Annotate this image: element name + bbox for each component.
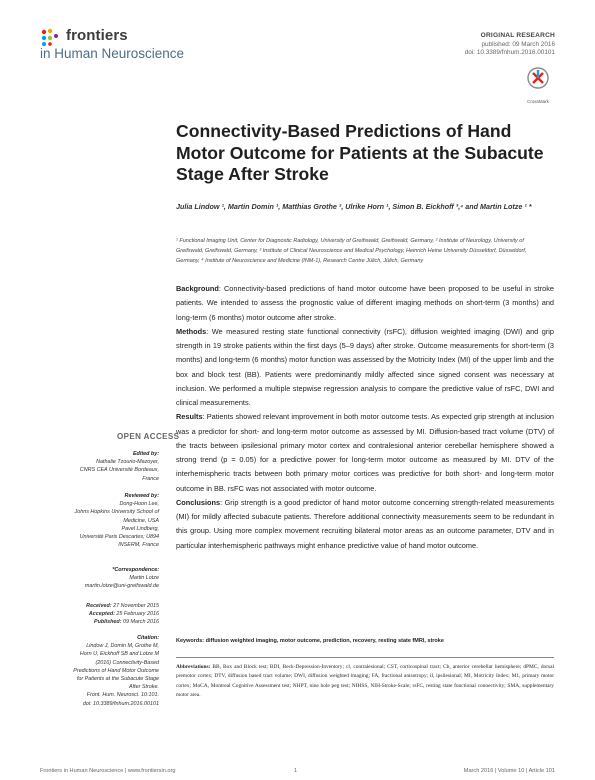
editor-line: France (142, 475, 159, 482)
results-heading: Results (176, 412, 203, 422)
correspondence-name: Martin Lotze (129, 575, 159, 582)
citation-line: Predictions of Hand Motor Outcome (73, 667, 159, 674)
citation-line: for Patients at the Subacute Stage (76, 676, 159, 683)
article-title: Connectivity-Based Predictions of Hand Motor Outcome for Patients at the Subacute Stage After Stroke (176, 121, 544, 184)
reviewer-line: Dong-Hoon Lee, (119, 501, 159, 508)
methods-heading: Methods (176, 326, 207, 336)
citation-block (20, 634, 159, 708)
abstract-results (176, 410, 554, 496)
accepted-label: Accepted: (88, 611, 115, 618)
footer-issue: March 2016 | Volume 10 | Article 101 (463, 768, 555, 774)
keywords: Keywords: diffusion weighted imaging, motor outcome, prediction, recovery, resting state fMRI, stroke (176, 638, 444, 644)
edited-by-block (20, 450, 159, 483)
methods-text: : We measured resting state functional connectivity (rsFC), diffusion weighted imaging (DWI) and grip strength in 19 stroke patients within the first days (5–9 days) after stroke. Outcome measurements for short-term (3 months) and long-term (6 months) motor function was assessed by the Motricity Index (MI) of the upper limb and the box and block test (BB). Patients were predominantly mildly affected since signed consent was necessary at inclusion. We performed a multiple stepwise regression analysis to compare the predictive value of rsFC, DWI and clinical measurements. (176, 326, 554, 407)
editor-line: Nathalie Tzourio-Mazoyer, (96, 459, 159, 466)
open-access-label: OPEN ACCESS (117, 432, 180, 441)
background-heading: Background (176, 284, 219, 293)
correspondence-email[interactable]: martin.lotze@uni-greifswald.de (84, 583, 159, 590)
author-list: Julia Lindow ¹, Martin Domin ¹, Matthias Grothe ², Ulrike Horn ¹, Simon B. Eickhoff ³,⁴ and Martin Lotze ¹ * (176, 202, 532, 211)
reviewed-by-heading: Reviewed by: (124, 493, 159, 499)
citation-line: (2016) Connectivity-Based (95, 659, 159, 666)
published-date: published: 09 March 2016 (481, 41, 555, 48)
accepted-date (20, 610, 159, 618)
correspondence-block (20, 566, 159, 591)
reviewer-line: INSERM, France (118, 542, 159, 549)
reviewer-line: Johns Hopkins University School of (74, 509, 159, 516)
abstract-methods (176, 325, 554, 411)
received-date (20, 602, 159, 610)
received-value: 27 November 2015 (111, 603, 159, 609)
conclusions-heading: Conclusions (176, 497, 221, 507)
footer-journal[interactable]: Frontiers in Human Neuroscience | www.frontiersin.org (40, 768, 176, 774)
article-type: ORIGINAL RESEARCH (480, 32, 555, 39)
background-text: : Connectivity-based predictions of hand motor outcome have been proposed to be useful in stroke patients. We intended to assess the prognostic value of different imaging methods on short-term (3 months) and long-term (6 months) motor outcome after stroke. (176, 284, 554, 322)
published-date-side (20, 618, 159, 626)
reviewer-line: Pavel Lindberg, (121, 525, 159, 532)
accepted-value: 25 February 2016 (114, 611, 159, 618)
page-number: 1 (294, 768, 298, 774)
citation-heading: Citation: (137, 635, 159, 641)
abstract-conclusions (176, 496, 554, 553)
abbreviations-heading: Abbreviations: (176, 664, 211, 670)
reviewer-line: Medicine, USA (123, 517, 159, 524)
editor-line: CNRS CEA Université Bordeaux, (79, 467, 159, 474)
published-value: 09 March 2016 (121, 619, 159, 626)
journal-logo-word: frontiers (66, 27, 128, 44)
published-label: Published: (93, 619, 122, 626)
citation-doi[interactable]: doi: 10.3389/fnhum.2016.00101 (82, 700, 159, 707)
results-text: : Patients showed relevant improvement in both motor outcome tests. As expected grip strength at inclusion was a predictor for short- and long-term motor outcome as assessed by MI. Diffusion-based tract volume (DTV) of the tracts between ipsilesional primary motor cortex and contralesional anterior cerebellar hemisphere showed a strong trend (p = 0.05) for a predictive power for long-term motor outcome as measured by MI. DTV of the interhemispheric tracts between both primary motor cortices was predictive for both short- and long-term motor outcome in BB. rsFC was not associated with motor outcome. (176, 412, 554, 493)
crossmark-badge[interactable] (525, 67, 551, 103)
dates-block (20, 602, 159, 627)
abbreviations-text: BB, Box and Block test; BDI, Beck-Depression-Inventory; cl, contralesional; CST, corticospinal tract; Cb, anterior cerebellar hemisphere; dPMC, dorsal premotor cortex; DTV, diffusion based tract volume; DWI, diffusion weighted imaging; FA, fractional anisotropy; il, ipsilesional; MI, Motricity Index; M1, primary motor cortex; MoCA, Montreal Cognitive Assessment test; NHPT, nine hole peg test; NIHSS, NIH-Stroke-Scale; rsFC, resting state functional connectivity; SMA, supplementary motor area. (176, 664, 554, 699)
correspondence-heading: *Correspondence: (112, 567, 159, 573)
conclusions-text: : Grip strength is a good predictor of hand motor outcome concerning strength-related measurements (MI) for mildly affected subacute patients. Therefore additional connectivity measurements seem to be redundant in this group. Using more complex movement recruiting bilateral motor areas as an outcome parameter, DTV and in particular interhemispheric pathways might enhance predictive value of hand motor outcome. (176, 497, 554, 550)
abstract-background (176, 282, 554, 325)
divider (176, 657, 554, 658)
affiliations: ¹ Functional Imaging Unit, Center for Diagnostic Radiology, University of Greifswald, Greifswald, Germany, ² Institute of Neurology, University of Greifswald, Greifswald, Germany, ³ Institute of Clinical Neuroscience and Medical Psychology, Heinrich Heine University Düsseldorf, Düsseldorf, Germany, ⁴ Institute of Neuroscience and Medicine (INM-1), Research Centre Jülich, Jülich, Germany (176, 238, 527, 265)
citation-line: After Stroke. (129, 684, 159, 691)
citation-line: Horn U, Eickhoff SB and Lotze M (79, 651, 159, 658)
reviewer-line: Université Paris Descartes; U894 (79, 534, 159, 541)
crossmark-icon (527, 67, 549, 93)
abbreviations (176, 663, 554, 701)
edited-by-heading: Edited by: (132, 451, 159, 457)
journal-logo-subtitle: in Human Neuroscience (40, 46, 185, 61)
citation-line: Front. Hum. Neurosci. 10:101. (86, 692, 159, 699)
doi-link[interactable]: doi: 10.3389/fnhum.2016.00101 (464, 49, 555, 56)
crossmark-label: CrossMark (527, 99, 549, 104)
citation-line: Lindow J, Domin M, Grothe M, (86, 643, 159, 650)
abstract (176, 282, 554, 553)
reviewed-by-block (20, 492, 159, 549)
received-label: Received: (86, 603, 112, 609)
